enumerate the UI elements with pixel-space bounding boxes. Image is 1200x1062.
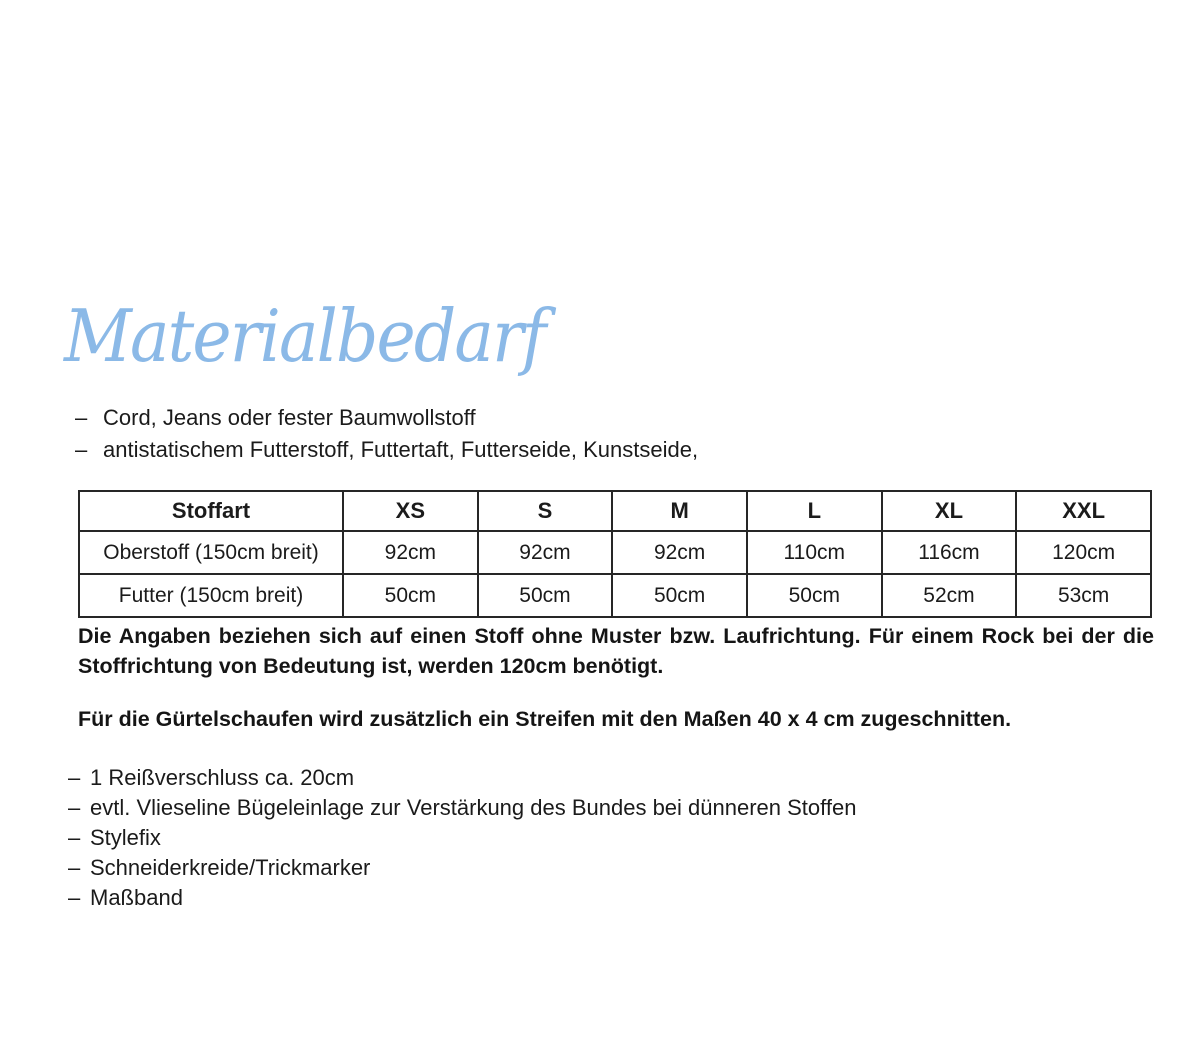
list-item (68, 763, 856, 793)
list-item (68, 823, 856, 853)
list-item (68, 853, 856, 883)
cell-value: 116cm (882, 531, 1017, 574)
cell-value: 92cm (478, 531, 613, 574)
list-item-text: Cord, Jeans oder fester Baumwollstoff (103, 405, 476, 430)
fabric-options-list (75, 402, 698, 466)
col-header-m: M (612, 491, 747, 531)
page-title: Materialbedarf (64, 294, 545, 378)
list-item (75, 402, 698, 434)
cell-value: 52cm (882, 574, 1017, 617)
list-item (75, 434, 698, 466)
cell-value: 50cm (612, 574, 747, 617)
row-label: Futter (150cm breit) (79, 574, 343, 617)
fabric-requirements-table (78, 490, 1152, 618)
table-header-row (79, 491, 1151, 531)
notions-list (68, 763, 856, 913)
list-item-text: Stylefix (90, 825, 161, 850)
cell-value: 120cm (1016, 531, 1151, 574)
cell-value: 110cm (747, 531, 882, 574)
list-item-text: antistatischem Futterstoff, Futtertaft, Futterseide, Kunstseide, (103, 437, 699, 462)
list-item-text: Schneiderkreide/Trickmarker (90, 855, 371, 880)
note-fabric-direction: Die Angaben beziehen sich auf einen Stoff ohne Muster bzw. Laufrichtung. Für einem Rock bei der die Stoffrichtung von Bedeutung ist, werden 120cm benötigt. (78, 624, 1154, 678)
dash-bullet-icon: – (68, 855, 81, 880)
col-header-xxl: XXL (1016, 491, 1151, 531)
cell-value: 50cm (478, 574, 613, 617)
list-item-text: Maßband (90, 885, 183, 910)
col-header-xl: XL (882, 491, 1017, 531)
cell-value: 50cm (747, 574, 882, 617)
list-item-text: 1 Reißverschluss ca. 20cm (90, 765, 355, 790)
list-item (68, 793, 856, 823)
cell-value: 92cm (343, 531, 478, 574)
cell-value: 50cm (343, 574, 478, 617)
dash-bullet-icon: – (75, 437, 88, 462)
col-header-stoffart: Stoffart (79, 491, 343, 531)
table-row-oberstoff (79, 531, 1151, 574)
list-item (68, 883, 856, 913)
note-belt-loops: Für die Gürtelschaufen wird zusätzlich ein Streifen mit den Maßen 40 x 4 cm zugeschnitten. (78, 707, 1012, 731)
cell-value: 92cm (612, 531, 747, 574)
dash-bullet-icon: – (68, 765, 81, 790)
col-header-xs: XS (343, 491, 478, 531)
dash-bullet-icon: – (68, 885, 81, 910)
table-row-futter (79, 574, 1151, 617)
col-header-s: S (478, 491, 613, 531)
dash-bullet-icon: – (68, 795, 81, 820)
dash-bullet-icon: – (75, 405, 88, 430)
dash-bullet-icon: – (68, 825, 81, 850)
col-header-l: L (747, 491, 882, 531)
list-item-text: evtl. Vlieseline Bügeleinlage zur Verstärkung des Bundes bei dünneren Stoffen (90, 795, 857, 820)
row-label: Oberstoff (150cm breit) (79, 531, 343, 574)
cell-value: 53cm (1016, 574, 1151, 617)
